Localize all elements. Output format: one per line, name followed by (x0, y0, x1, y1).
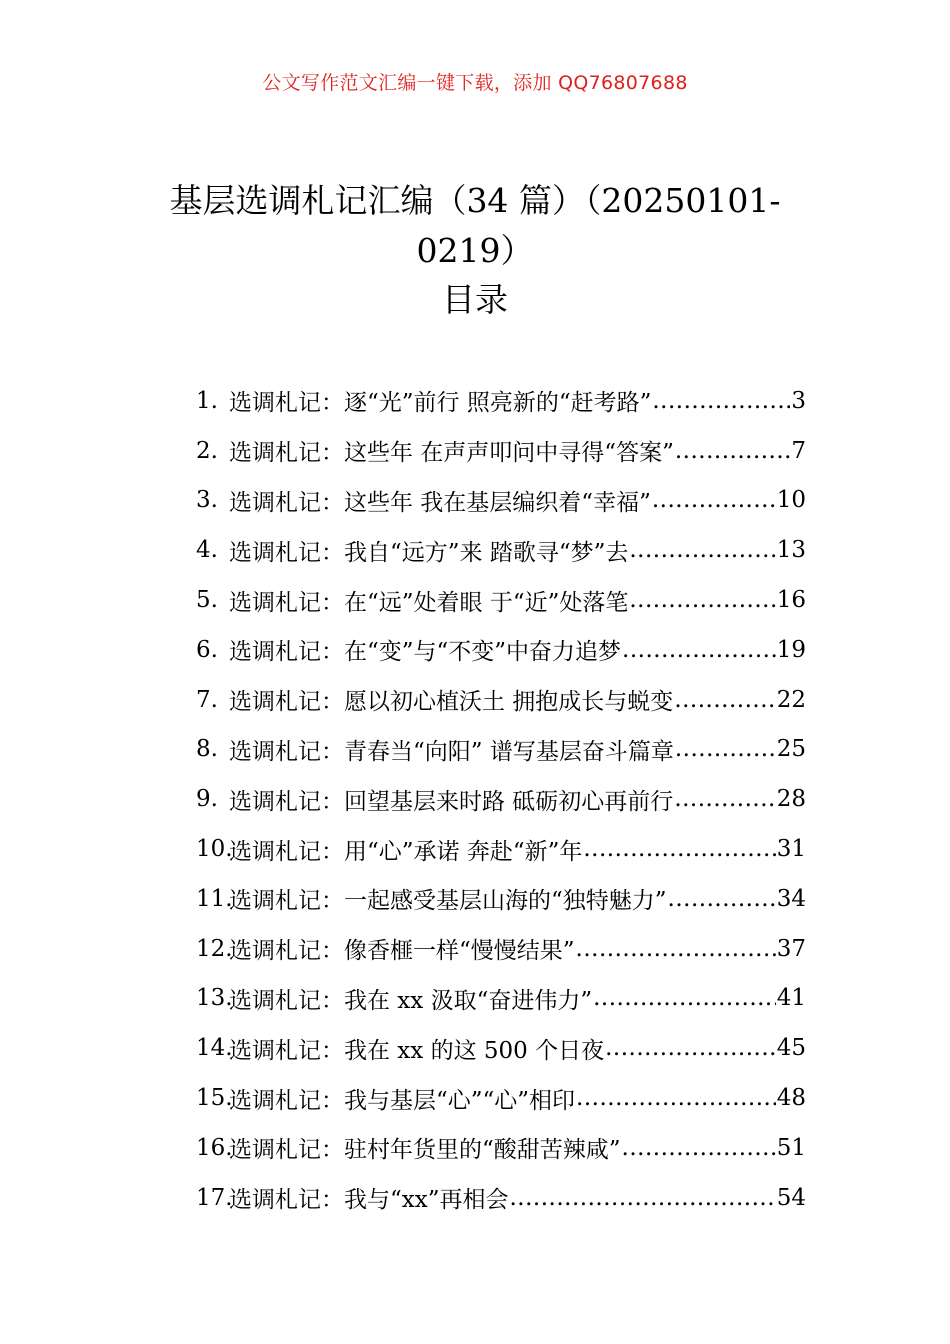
toc-entry-number: 10. (196, 836, 233, 863)
toc-entry[interactable] (196, 874, 806, 924)
toc-entry-page-number: 31 (776, 836, 806, 863)
toc-entry[interactable] (196, 1073, 806, 1123)
toc-dot-leader (674, 687, 775, 713)
toc-entry[interactable] (196, 1173, 806, 1223)
toc-entry-title: 选调札记：驻村年货里的“酸甜苦辣咸” (229, 1137, 621, 1164)
toc-entry[interactable] (196, 625, 806, 675)
toc-entry-page-number: 28 (776, 786, 806, 813)
toc-entry[interactable] (196, 924, 806, 974)
toc-entry-page-number: 48 (776, 1085, 806, 1112)
toc-dot-leader (675, 438, 791, 464)
toc-heading: 目录 (442, 280, 508, 319)
toc-entry-title: 选调札记：用“心”承诺 奔赴“新”年 (229, 838, 583, 865)
toc-entry-title: 选调札记：一起感受基层山海的“独特魅力” (229, 888, 667, 915)
toc-entry-number: 4. (196, 537, 218, 564)
toc-entry-number: 13. (196, 985, 233, 1012)
toc-entry-page-number: 34 (776, 885, 806, 912)
toc-dot-leader (674, 786, 775, 812)
watermark-text: 公文写作范文汇编一键下载，添加 QQ76807688 (262, 72, 688, 94)
toc-entry-title: 选调札记：在“远”处着眼 于“近”处落笔 (229, 589, 629, 616)
toc-entry-title: 选调札记：愿以初心植沃土 拥抱成长与蜕变 (229, 689, 674, 716)
toc-entry-page-number: 13 (776, 537, 806, 564)
toc-entry-page-number: 45 (776, 1035, 806, 1062)
toc-dot-leader (668, 886, 776, 912)
toc-entry-page-number: 10 (776, 487, 806, 514)
toc-entry-number: 5. (196, 587, 218, 614)
toc-entry-number: 12. (196, 935, 233, 962)
toc-entry-number: 6. (196, 636, 218, 663)
toc-entry-title: 选调札记：我自“远方”来 踏歌寻“梦”去 (229, 539, 629, 566)
toc-entry-number: 2. (196, 437, 218, 464)
toc-entry[interactable] (196, 525, 806, 575)
toc-entry-number: 15. (196, 1085, 233, 1112)
toc-entry-title: 选调札记：像香榧一样“慢慢结果” (229, 938, 575, 965)
toc-dot-leader (629, 587, 775, 613)
toc-entry-number: 8. (196, 736, 218, 763)
toc-entry-page-number: 41 (776, 985, 806, 1012)
toc-entry-title: 选调札记：这些年 在声声叩问中寻得“答案” (229, 440, 674, 467)
toc-entry-page-number: 7 (791, 437, 806, 464)
toc-dot-leader (622, 1135, 776, 1161)
toc-entry[interactable] (196, 725, 806, 775)
table-of-contents (196, 376, 806, 1223)
toc-entry-number: 9. (196, 786, 218, 813)
toc-entry-title: 选调札记：这些年 我在基层编织着“幸福” (229, 489, 651, 516)
toc-entry-page-number: 16 (776, 587, 806, 614)
toc-entry[interactable] (196, 1023, 806, 1073)
toc-entry-number: 7. (196, 686, 218, 713)
toc-dot-leader (652, 487, 776, 513)
toc-dot-leader (629, 537, 775, 563)
toc-entry[interactable] (196, 426, 806, 476)
toc-entry[interactable] (196, 824, 806, 874)
toc-entry-title: 选调札记：我与基层“心”“心”相印 (229, 1087, 576, 1114)
toc-entry[interactable] (196, 774, 806, 824)
toc-dot-leader (622, 637, 776, 663)
toc-entry-page-number: 54 (776, 1184, 806, 1211)
toc-entry-title: 选调札记：我与“xx”再相会 (229, 1187, 509, 1214)
toc-dot-leader (576, 1085, 776, 1111)
toc-entry-number: 3. (196, 487, 218, 514)
toc-entry[interactable] (196, 675, 806, 725)
toc-entry-number: 14. (196, 1035, 233, 1062)
toc-dot-leader (509, 1185, 775, 1211)
toc-entry-page-number: 37 (776, 935, 806, 962)
toc-entry-page-number: 51 (776, 1134, 806, 1161)
toc-dot-leader (605, 1035, 776, 1061)
toc-entry-page-number: 25 (776, 736, 806, 763)
toc-dot-leader (583, 836, 775, 862)
toc-dot-leader (675, 736, 776, 762)
toc-entry[interactable] (196, 1123, 806, 1173)
toc-entry[interactable] (196, 974, 806, 1024)
toc-dot-leader (576, 936, 776, 962)
toc-dot-leader (652, 388, 790, 414)
toc-entry-title: 选调札记：在“变”与“不变”中奋力追梦 (229, 639, 622, 666)
toc-entry-number: 16. (196, 1134, 233, 1161)
toc-entry-number: 1. (196, 387, 218, 414)
toc-entry-title: 选调札记：逐“光”前行 照亮新的“赶考路” (229, 390, 652, 417)
toc-entry-page-number: 19 (776, 636, 806, 663)
toc-entry-number: 11. (196, 885, 233, 912)
toc-entry-title: 选调札记：我在 xx 的这 500 个日夜 (229, 1037, 605, 1064)
toc-entry-title: 选调札记：我在 xx 汲取“奋进伟力” (229, 987, 593, 1014)
document-title: 基层选调札记汇编（34 篇）（20250101-0219） (169, 181, 781, 270)
toc-entry[interactable] (196, 575, 806, 625)
toc-dot-leader (593, 985, 776, 1011)
toc-entry-page-number: 3 (791, 387, 806, 414)
toc-entry-page-number: 22 (776, 686, 806, 713)
toc-entry[interactable] (196, 476, 806, 526)
toc-entry-title: 选调札记：回望基层来时路 砥砺初心再前行 (229, 788, 674, 815)
toc-entry-title: 选调札记：青春当“向阳” 谱写基层奋斗篇章 (229, 738, 674, 765)
toc-entry[interactable] (196, 376, 806, 426)
toc-entry-number: 17. (196, 1184, 233, 1211)
